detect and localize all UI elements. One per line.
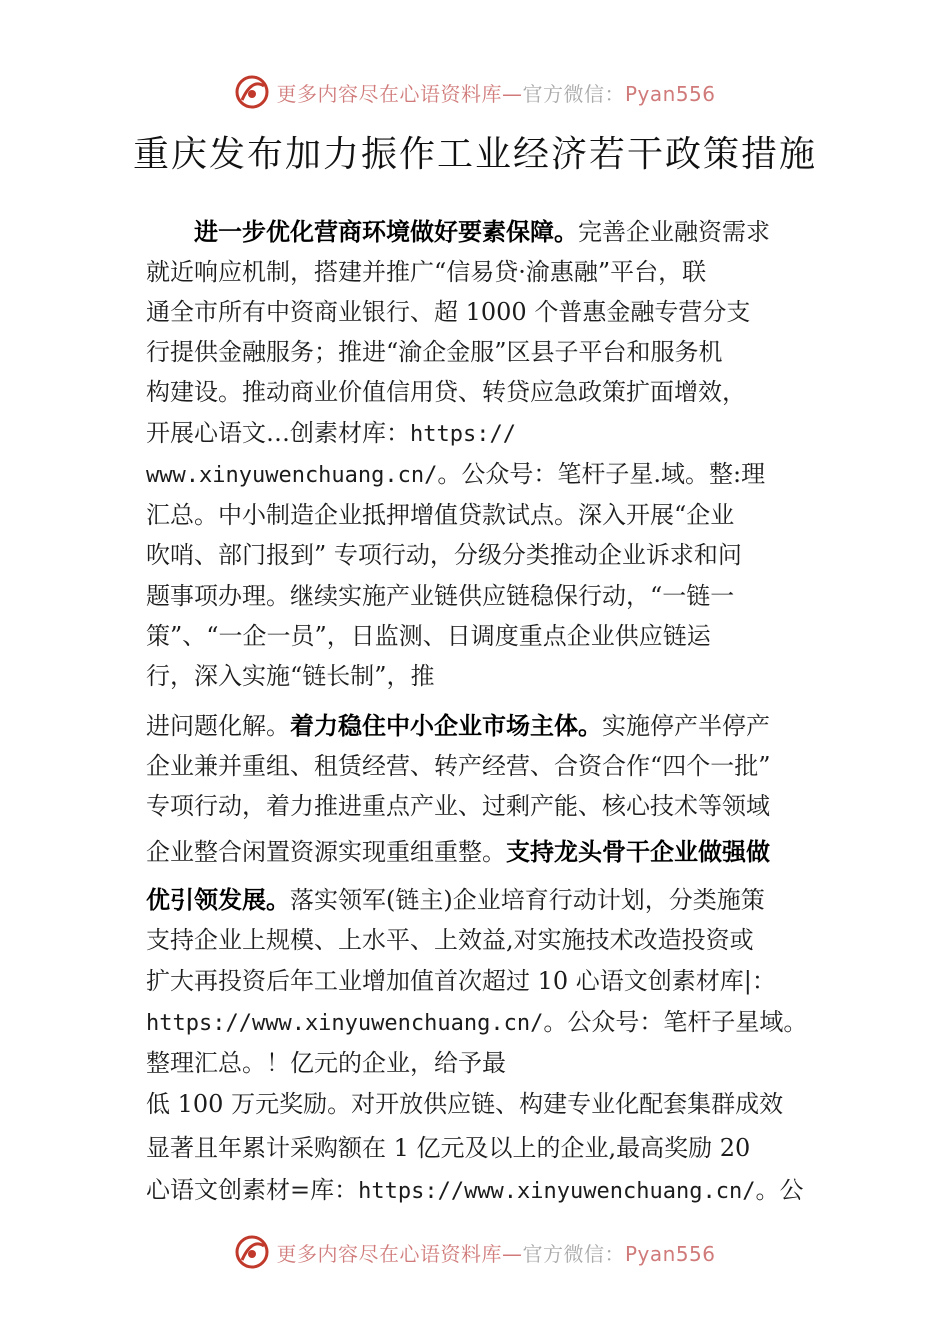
body-line: 企业整合闲置资源实现重组重整。支持龙头骨干企业做强做 xyxy=(146,838,770,866)
bold-heading: 优引领发展。 xyxy=(146,886,290,914)
body-line: 就近响应机制，搭建并推广“信易贷·渝惠融”平台，联 xyxy=(146,258,707,286)
bold-heading: 着力稳住中小企业市场主体。 xyxy=(290,712,602,740)
body-line: 专项行动，着力推进重点产业、过剩产能、核心技术等领域 xyxy=(146,792,770,820)
footer-watermark xyxy=(0,1232,950,1272)
header-watermark xyxy=(0,72,950,112)
body-line: 低 100 万元奖励。对开放供应链、构建专业化配套集群成效 xyxy=(146,1090,784,1118)
body-line: 构建设。推动商业价值信用贷、转贷应急政策扩面增效， xyxy=(146,378,746,406)
watermark-text: 更多内容尽在心语资料库—官方微信：Pyan556 xyxy=(276,81,716,106)
brand-logo-icon xyxy=(234,74,270,110)
body-line: www.xinyuwenchuang.cn/。公众号：笔杆子星.域。整:理 xyxy=(146,460,766,488)
body-line: 行提供金融服务；推进“渝企金服”区县子平台和服务机 xyxy=(146,338,723,366)
body-line: 优引领发展。落实领军(链主)企业培育行动计划，分类施策 xyxy=(146,886,765,914)
body-line: 汇总。中小制造企业抵押增值贷款试点。深入开展“企业 xyxy=(146,501,735,529)
body-line: 显著且年累计采购额在 1 亿元及以上的企业,最高奖励 20 xyxy=(146,1134,751,1162)
bold-heading: 进一步优化营商环境做好要素保障。 xyxy=(194,218,578,246)
body-line: 扩大再投资后年工业增加值首次超过 10 心语文创素材库|： xyxy=(146,967,776,995)
body-line: 题事项办理。继续实施产业链供应链稳保行动，“一链一 xyxy=(146,582,735,610)
body-line: 吹哨、部门报到” 专项行动，分级分类推动企业诉求和问 xyxy=(146,541,742,569)
body-line: 整理汇总。！亿元的企业，给予最 xyxy=(146,1049,506,1077)
body-line: 企业兼并重组、租赁经营、转产经营、合资合作“四个一批” xyxy=(146,752,771,780)
body-line: 策”、“一企一员”，日监测、日调度重点企业供应链运 xyxy=(146,622,711,650)
brand-logo-icon xyxy=(234,1234,270,1270)
watermark-text: 更多内容尽在心语资料库—官方微信：Pyan556 xyxy=(276,1241,716,1266)
page-title: 重庆发布加力振作工业经济若干政策措施 xyxy=(132,134,817,175)
body-line: 开展心语文…创素材库：https:// xyxy=(146,419,516,447)
body-line: 支持企业上规模、上水平、上效益,对实施技术改造投资或 xyxy=(146,926,754,954)
body-line: 行，深入实施“链长制”，推 xyxy=(146,662,435,690)
body-line: 通全市所有中资商业银行、超 1000 个普惠金融专营分支 xyxy=(146,298,751,326)
bold-heading: 支持龙头骨干企业做强做 xyxy=(506,838,770,866)
body-line: 进一步优化营商环境做好要素保障。完善企业融资需求 xyxy=(194,218,770,246)
body-line: 心语文创素材=库：https://www.xinyuwenchuang.cn/。公 xyxy=(146,1176,804,1204)
body-line: https://www.xinyuwenchuang.cn/。公众号：笔杆子星域。 xyxy=(146,1008,808,1036)
body-line: 进问题化解。着力稳住中小企业市场主体。实施停产半停产 xyxy=(146,712,770,740)
